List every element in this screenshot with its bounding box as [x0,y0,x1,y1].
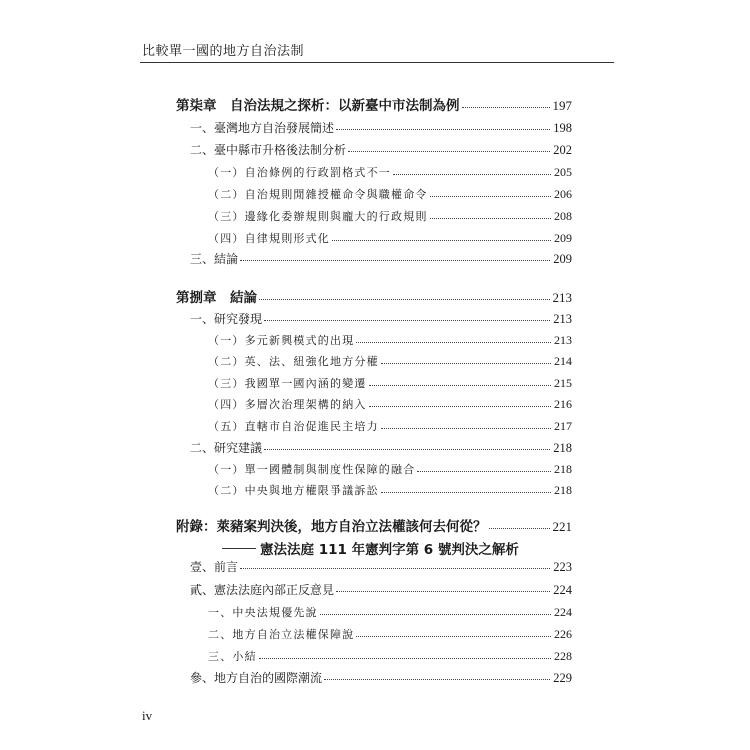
toc-section-entry [190,559,572,575]
toc-entry-label: （四）自律規則形式化 [208,232,330,245]
dot-leader [430,217,551,219]
toc-page-number: 214 [554,354,572,368]
dot-leader [369,405,551,407]
toc-entry-label: 參、地方自治的國際潮流 [190,671,323,685]
toc-entry-label: （五）直轄市自治促進民主培力 [208,420,379,433]
toc-entry-label: （一）多元新興模式的出現 [208,334,355,347]
toc-section-entry [190,311,572,327]
toc-entry-label: 二、研究建議 [190,441,263,455]
dot-leader [324,678,550,680]
dot-leader [240,259,550,261]
dot-leader [264,448,550,450]
toc-subsection-entry [208,208,572,225]
toc-page-number: 223 [553,560,572,574]
toc-subsection-entry [208,332,572,349]
toc-page-number: 213 [552,290,572,305]
toc-page-number: 224 [554,605,572,619]
toc-entry-label: （四）多層次治理架構的納入 [208,398,367,411]
dot-leader [381,491,551,493]
toc-section-entry [190,120,572,136]
dot-leader [320,613,551,615]
toc-subsection-entry [208,230,572,247]
dot-leader [430,195,551,197]
toc-page-number: 198 [553,121,572,135]
toc-page-number: 206 [554,187,572,201]
dot-leader [369,384,551,386]
toc-entry-label: （一）自治條例的行政罰格式不一 [208,166,391,179]
toc-entry-label: （二）中央與地方權限爭議訴訟 [208,484,379,497]
toc-subsection-entry [208,604,572,621]
dot-leader [336,590,550,592]
toc-page-number: 229 [553,671,572,685]
toc-page-number: 205 [554,165,572,179]
toc-entry-label: （三）邊緣化委辦規則與龐大的行政規則 [208,210,428,223]
toc-subsection-entry [208,461,572,478]
toc-chapter-entry [176,98,572,114]
toc-section-entry [190,582,572,598]
toc-page-number: 213 [553,312,572,326]
toc-section-entry [190,142,572,158]
dot-leader [393,173,551,175]
toc-subsection-entry [208,164,572,181]
toc-subsection-entry [208,375,572,392]
toc-entry-label: 第捌章 結論 [176,290,257,306]
toc-subsection-entry [208,418,572,435]
toc-page-number: 218 [554,462,572,476]
dot-leader [240,567,550,569]
toc-page-number: 209 [554,231,572,245]
appendix-subtitle [222,538,519,558]
toc-page-number: 217 [554,419,572,433]
toc-page-number: 202 [553,143,572,157]
toc-page-number: 197 [552,98,572,113]
toc-entry-label: 第柒章 自治法規之探析：以新臺中市法制為例 [176,98,460,114]
toc-section-entry [190,670,572,686]
toc-entry-label: （二）自治規則閒雜授權命令與職權命令 [208,188,428,201]
dot-leader [381,362,551,364]
running-head: 比較單一國的地方自治法制 [142,44,305,59]
toc-section-entry [190,440,572,456]
toc-subsection-entry [208,353,572,370]
toc-entry-label: 二、臺中縣市升格後法制分析 [190,143,347,157]
toc-page-number: 226 [554,627,572,641]
dot-leader [356,341,551,343]
toc-page-number: 208 [554,209,572,223]
dot-leader [348,150,550,152]
toc-chapter-entry [176,290,572,306]
toc-entry-label: 一、中央法規優先說 [208,606,318,619]
toc-entry-label: （二）英、法、紐強化地方分權 [208,355,379,368]
toc-page-number: 216 [554,397,572,411]
dot-leader [381,427,551,429]
dot-leader [332,239,551,241]
toc-entry-label: 二、地方自治立法權保障說 [208,628,355,641]
toc-entry-label: 三、小結 [208,650,257,663]
toc-page-number: 213 [554,333,572,347]
toc-subsection-entry [208,626,572,643]
toc-section-entry [190,251,572,267]
toc-page-number: 209 [553,252,572,266]
toc-subsection-entry [208,396,572,413]
appendix-subtitle-text: 憲法法庭 111 年憲判字第 6 號判決之解析 [260,542,519,558]
em-dash-rule [222,548,256,549]
toc-page-number: 224 [553,583,572,597]
dot-leader [336,128,550,130]
toc-page-number: 218 [553,441,572,455]
dot-leader [264,319,550,321]
toc-entry-label: （三）我國單一國內涵的變遷 [208,377,367,390]
dot-leader [356,635,551,637]
dot-leader [259,298,550,300]
toc-subsection-entry [208,648,572,665]
toc-entry-label: 附錄：萊豬案判決後，地方自治立法權該何去何從？ [176,519,487,535]
toc-page-number: 215 [554,376,572,390]
toc-entry-label: （一）單一國體制與制度性保障的融合 [208,463,416,476]
toc-page-number: 218 [554,483,572,497]
toc-entry-label: 三、結論 [190,252,239,266]
toc-entry-label: 壹、前言 [190,560,239,574]
toc-subsection-entry [208,186,572,203]
toc-entry-label: 貳、憲法法庭內部正反意見 [190,583,335,597]
dot-leader [259,657,551,659]
toc-chapter-entry [176,519,572,535]
toc-page-number: 228 [554,649,572,663]
toc-entry-label: 一、研究發現 [190,312,263,326]
toc-subsection-entry [208,482,572,499]
toc-entry-label: 一、臺灣地方自治發展簡述 [190,121,335,135]
page-number: iv [142,708,153,723]
dot-leader [462,106,550,108]
dot-leader [489,527,550,529]
toc-page-number: 221 [552,519,572,534]
dot-leader [417,470,551,472]
